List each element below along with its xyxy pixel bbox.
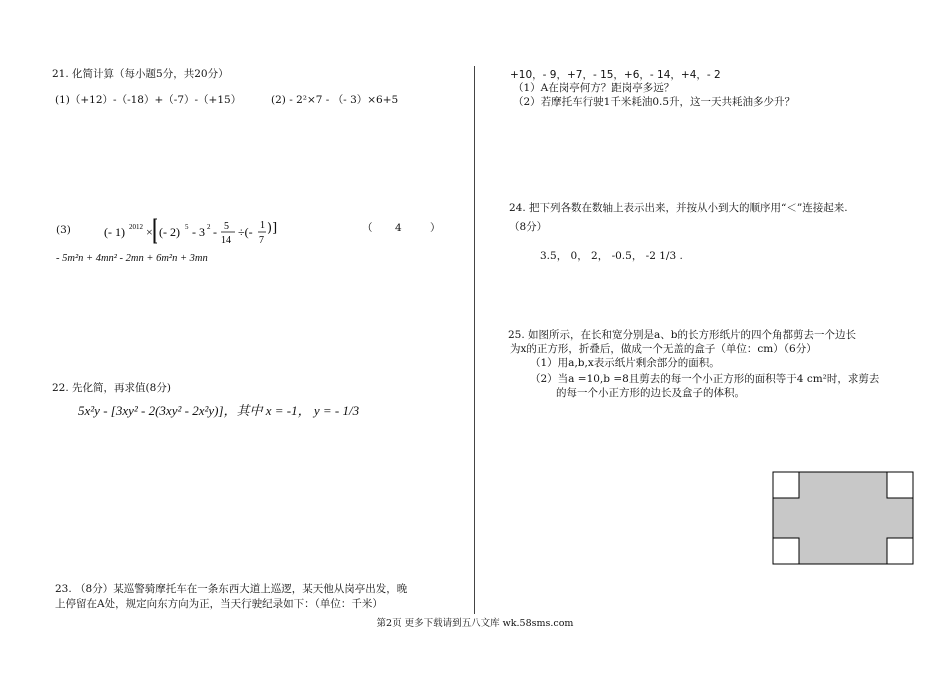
q24-numbers: 3.5， 0， 2， -0.5， -2 1/3 . <box>540 250 683 262</box>
q25-line2: 为x的正方形，折叠后，做成一个无盖的盒子（单位：cm）（6分） <box>510 343 817 355</box>
expr-text: 2 <box>207 223 211 231</box>
q21-part3-expression <box>100 214 270 248</box>
q23-values: +10，- 9，+7，- 15，+6，- 14，+4，- 2 <box>510 69 721 81</box>
q24-title: 24. 把下列各数在数轴上表示出来，并按从小到大的顺序用“＜”连接起来. <box>509 202 848 214</box>
expr-text: 7 <box>259 235 264 246</box>
expr-text: - 3 <box>192 225 205 239</box>
expr-text: (- 1) <box>104 225 125 239</box>
expr-text: 5 <box>224 221 229 232</box>
q22-title: 22. 先化简，再求值(8分) <box>52 382 171 394</box>
expr-text: 14 <box>221 235 231 246</box>
expr-text: 5 <box>185 223 189 231</box>
expr-text: 1 <box>260 220 265 231</box>
q25-ask2a: （2）当a =10,b =8且剪去的每一个小正方形的面积等于4 cm²时，求剪去 <box>530 373 880 385</box>
page-footer: 第2页 更多下载请到五八文库 wk.58sms.com <box>376 618 574 629</box>
expr-text: × <box>146 225 153 239</box>
q21-part2: (2) - 2²×7 - （- 3）×6+5 <box>271 94 399 106</box>
expr-text: - <box>213 225 217 239</box>
expr-text: 2012 <box>129 223 143 231</box>
corner-square-bottom-left <box>773 538 799 564</box>
q25-ask1: （1）用a,b,x表示纸片剩余部分的面积。 <box>530 357 720 369</box>
corner-square-top-right <box>887 472 913 498</box>
corner-square-top-left <box>773 472 799 498</box>
column-divider <box>474 66 475 614</box>
q21-part4-expression: - 5m²n + 4mn² - 2mn + 6m²n + 3mn <box>56 253 208 264</box>
q21-part1: (1)（+12）-（-18）+（-7）-（+15） <box>55 94 242 106</box>
q21-part4-open: （ <box>362 222 373 234</box>
paper-cut-figure <box>772 471 914 565</box>
q21-title: 21. 化简计算（每小题5分，共20分） <box>52 68 229 80</box>
q21-part4-number: 4 <box>395 222 402 234</box>
bracket-close: )] <box>267 221 278 236</box>
q25-line1: 25. 如图所示，在长和宽分别是a、b的长方形纸片的四个角都剪去一个边长 <box>508 329 857 341</box>
q23-ask1: （1）A在岗亭何方？距岗亭多远？ <box>513 82 675 94</box>
corner-square-bottom-right <box>887 538 913 564</box>
q24-points: （8分） <box>509 221 548 233</box>
q21-part3-label: (3) <box>56 224 71 236</box>
q25-ask2b: 的每一个小正方形的边长及盒子的体积。 <box>556 387 745 399</box>
expr-text: (- 2) <box>159 225 180 239</box>
q23-line2: 上停留在A处，规定向东方向为正，当天行驶纪录如下：（单位：千米） <box>55 598 383 610</box>
q21-part4-close: ） <box>430 222 441 234</box>
q22-expression: 5x²y - [3xy² - 2(3xy² - 2x²y)]，其中 x = -1， y = - 1/3 <box>78 403 360 418</box>
q23-ask2: （2）若摩托车行驶1千米耗油0.5升，这一天共耗油多少升？ <box>513 96 796 108</box>
q23-line1: 23. （8分）某巡警骑摩托车在一条东西大道上巡逻，某天他从岗亭出发，晚 <box>55 583 408 595</box>
expr-text: ÷(- <box>238 225 253 239</box>
